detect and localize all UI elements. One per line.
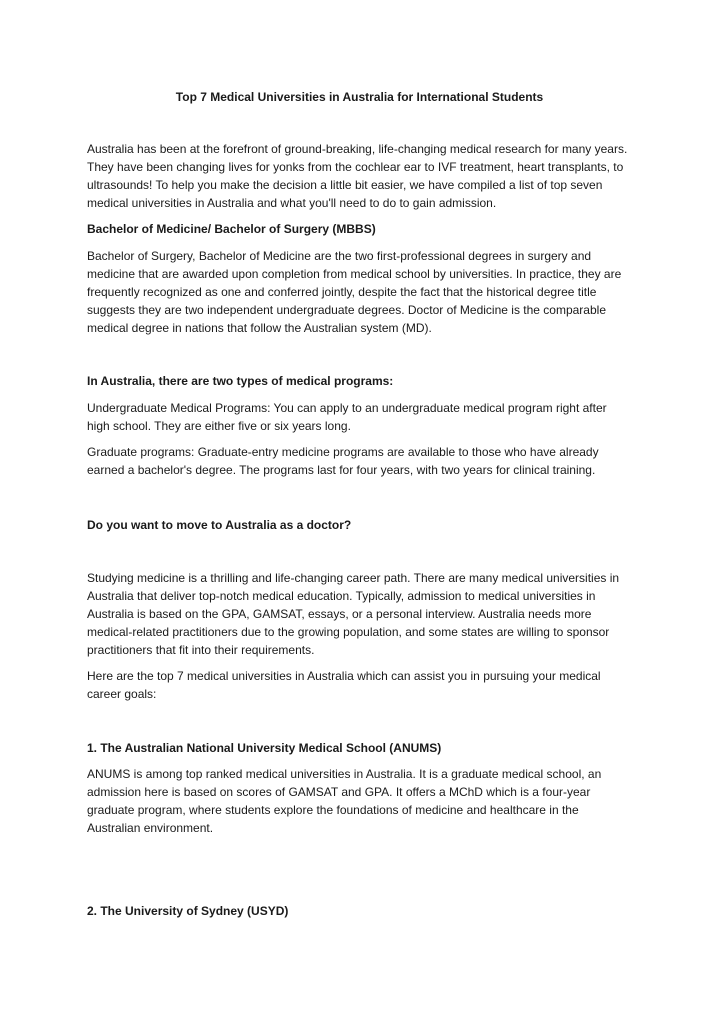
move-heading: Do you want to move to Australia as a doctor?	[87, 518, 352, 532]
top7-paragraph: Here are the top 7 medical universities in Australia which can assist you in pursuing your medical career goals:	[87, 669, 601, 701]
mbbs-paragraph: Bachelor of Surgery, Bachelor of Medicine are the two first-professional degrees in surgery and medicine that are awarded upon completion from medical school by universities. In practice, they are frequently recognized as one and conferred jointly, despite the fact that the historical degree title suggests they are two independent undergraduate degrees. Doctor of Medicine is the comparable medical degree in nations that follow the Australian system (MD).	[87, 249, 622, 335]
career-paragraph: Studying medicine is a thrilling and life-changing career path. There are many medical universities in Australia that deliver top-notch medical education. Typically, admission to medical universities in Australia is based on the GPA, GAMSAT, essays, or a personal interview. Australia needs more medical-related practitioners due to the growing population, and some states are willing to sponsor practitioners that fit into their requirements.	[87, 571, 620, 657]
programs-heading: In Australia, there are two types of medical programs:	[87, 374, 394, 388]
graduate-paragraph: Graduate programs: Graduate-entry medicine programs are available to those who have already earned a bachelor's degree. The programs last for four years, with two years for clinical training.	[87, 445, 599, 477]
mbbs-heading: Bachelor of Medicine/ Bachelor of Surgery (MBBS)	[87, 222, 376, 236]
usyd-heading: 2. The University of Sydney (USYD)	[87, 904, 289, 918]
intro-paragraph: Australia has been at the forefront of ground-breaking, life-changing medical research for many years. They have been changing lives for yonks from the cochlear ear to IVF treatment, heart transplants, to ultrasounds! To help you make the decision a little bit easier, we have compiled a list of top seven medical universities in Australia and what you'll need to do to gain admission.	[87, 142, 628, 210]
anums-paragraph: ANUMS is among top ranked medical universities in Australia. It is a graduate medical school, an admission here is based on scores of GAMSAT and GPA. It offers a MChD which is a four-year graduate program, where students explore the foundations of medicine and healthcare in the Australian environment.	[87, 767, 602, 835]
anums-heading: 1. The Australian National University Medical School (ANUMS)	[87, 741, 442, 755]
document-title: Top 7 Medical Universities in Australia for International Students	[175, 90, 544, 104]
undergrad-paragraph: Undergraduate Medical Programs: You can apply to an undergraduate medical program right after high school. They are either five or six years long.	[87, 401, 607, 433]
